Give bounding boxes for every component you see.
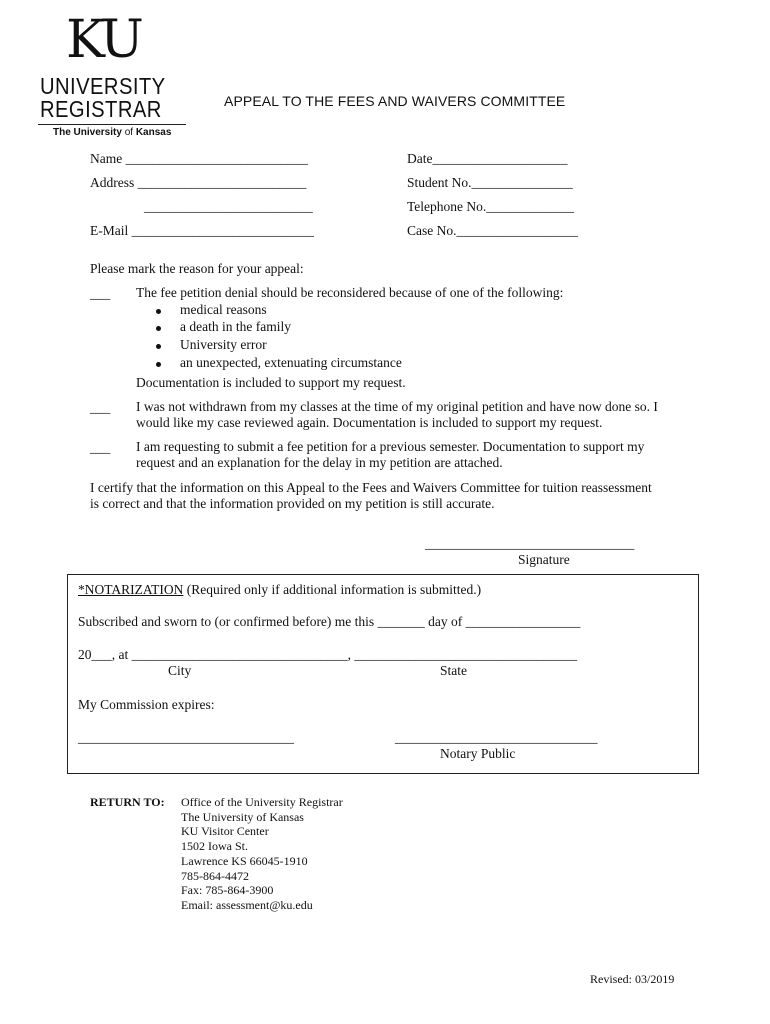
revised-date: Revised: 03/2019 xyxy=(590,972,675,986)
notary-public-label: Notary Public xyxy=(440,746,516,761)
logo-sub-of: of xyxy=(124,127,134,138)
return-to-label: RETURN TO: xyxy=(90,795,165,809)
notary-signature-line[interactable]: ______________________________ xyxy=(395,730,598,745)
form-title: APPEAL TO THE FEES AND WAIVERS COMMITTEE xyxy=(224,93,566,109)
option-1-bullet-3: University error xyxy=(180,337,267,352)
logo-line-registrar: REGISTRAR xyxy=(40,96,162,122)
return-address-line: Lawrence KS 66045-1910 xyxy=(181,853,308,868)
email-field[interactable]: E-Mail ___________________________ xyxy=(90,223,314,238)
option-1-checkbox[interactable]: ___ xyxy=(90,286,111,301)
commission-date-line[interactable]: ________________________________ xyxy=(78,730,294,745)
option-1-bullet-1: medical reasons xyxy=(180,302,267,317)
certify-line2: is correct and that the information provided on my petition is still accurate. xyxy=(90,496,495,511)
address-line2-field[interactable]: _________________________ xyxy=(144,199,313,214)
signature-label: Signature xyxy=(518,552,570,567)
case-no-field[interactable]: Case No.__________________ xyxy=(407,223,578,238)
return-address xyxy=(181,795,343,913)
option-1-bullet-4: an unexpected, extenuating circumstance xyxy=(180,355,402,370)
notarization-note: (Required only if additional information is submitted.) xyxy=(183,582,482,597)
certify-line1: I certify that the information on this Appeal to the Fees and Waivers Committee for tuition reassessment xyxy=(90,480,652,495)
option-3-checkbox[interactable]: ___ xyxy=(90,440,111,455)
year-city-state-line[interactable]: 20___, at ________________________________, _________________________________ xyxy=(78,647,578,662)
telephone-field[interactable]: Telephone No._____________ xyxy=(407,199,575,214)
option-3-text-line2: request and an explanation for the delay in my petition are attached. xyxy=(136,455,503,470)
logo-sub-kansas: Kansas xyxy=(135,127,172,138)
return-address-line: 1502 Iowa St. xyxy=(181,839,248,854)
bullet-icon xyxy=(156,344,161,349)
logo-sub-university: The University xyxy=(53,127,122,138)
option-2-checkbox[interactable]: ___ xyxy=(90,400,111,415)
student-no-field[interactable]: Student No._______________ xyxy=(407,175,573,190)
return-fax: Fax: 785-864-3900 xyxy=(181,883,274,898)
date-field[interactable]: Date____________________ xyxy=(407,151,568,166)
state-label: State xyxy=(440,663,467,678)
address-field[interactable]: Address _________________________ xyxy=(90,175,307,190)
notarization-title: *NOTARIZATION xyxy=(78,582,184,597)
bullet-icon xyxy=(156,326,161,331)
option-3-text-line1: I am requesting to submit a fee petition for a previous semester. Documentation to support my xyxy=(136,439,645,454)
logo-ku-mark: KU xyxy=(66,10,141,70)
notarization-heading xyxy=(78,582,481,598)
logo-line-university: UNIVERSITY xyxy=(40,73,166,99)
option-2-text-line2: would like my case reviewed again. Documentation is included to support my request. xyxy=(136,415,603,430)
commission-expires-label: My Commission expires: xyxy=(78,697,215,712)
bullet-icon xyxy=(156,309,161,314)
return-email[interactable]: Email: assessment@ku.edu xyxy=(181,897,313,912)
signature-line[interactable]: _______________________________ xyxy=(425,536,635,551)
option-1-documentation: Documentation is included to support my request. xyxy=(136,375,406,390)
return-address-line: The University of Kansas xyxy=(181,809,304,824)
return-address-line: KU Visitor Center xyxy=(181,824,269,839)
logo-subtitle xyxy=(53,127,171,138)
sworn-line[interactable]: Subscribed and sworn to (or confirmed before) me this _______ day of _________________ xyxy=(78,614,581,629)
option-1-text: The fee petition denial should be reconsidered because of one of the following: xyxy=(136,285,564,300)
return-address-line: Office of the University Registrar xyxy=(181,795,343,809)
bullet-icon xyxy=(156,362,161,367)
return-phone: 785-864-4472 xyxy=(181,868,249,883)
reason-prompt: Please mark the reason for your appeal: xyxy=(90,261,304,276)
city-label: City xyxy=(168,663,192,678)
option-2-text-line1: I was not withdrawn from my classes at the time of my original petition and have now done so. I xyxy=(136,399,658,414)
option-1-bullet-2: a death in the family xyxy=(180,319,291,334)
logo-divider xyxy=(38,124,186,125)
name-field[interactable]: Name ___________________________ xyxy=(90,151,308,166)
